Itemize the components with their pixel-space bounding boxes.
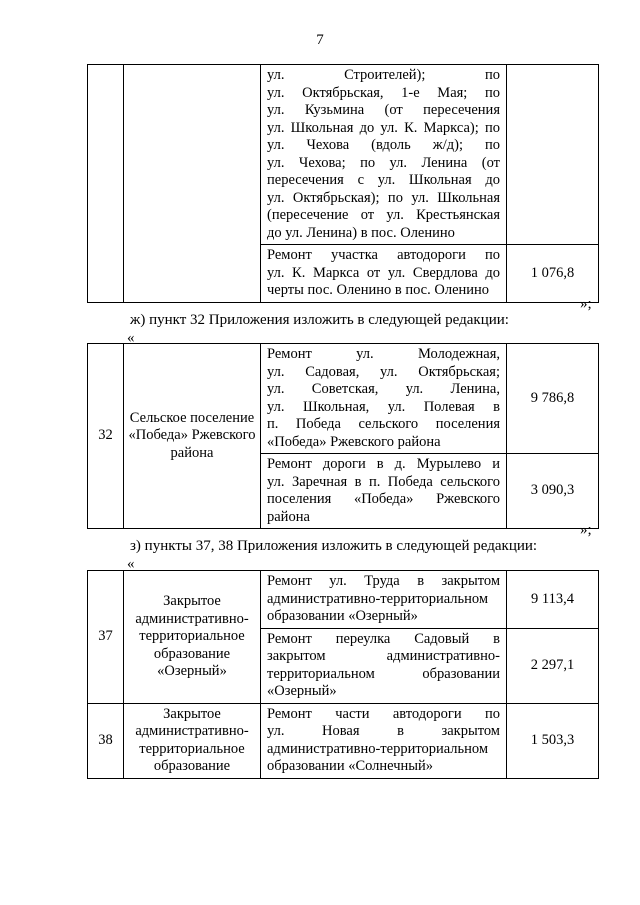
description-line: Ремонт дороги в д. Мурылево и	[267, 456, 500, 472]
description-cell	[261, 65, 507, 245]
opening-quote: «	[127, 556, 135, 572]
description-cell	[261, 454, 507, 529]
description-line: закрытом административно-	[267, 648, 500, 664]
description-line: ул. Советская, ул. Ленина,	[267, 381, 500, 397]
page-number: 7	[316, 32, 324, 48]
description-cell	[261, 703, 507, 778]
table-items-37-38	[87, 570, 599, 779]
description-cell	[261, 571, 507, 629]
description-line: района	[267, 508, 310, 525]
description-line: ул. Новая в закрытом	[267, 723, 500, 739]
description-line: ул. Садовая, ул. Октябрьская;	[267, 363, 500, 380]
paragraph-zh: ж) пункт 32 Приложения изложить в следующей редакции:	[130, 312, 509, 328]
table-row	[88, 344, 599, 454]
description-line: Ремонт переулка Садовый в	[267, 630, 500, 647]
description-line: (пересечение от ул. Крестьянская	[267, 207, 500, 223]
table-row	[88, 65, 599, 245]
description-cell	[261, 628, 507, 703]
row-number-cell: 37	[88, 571, 124, 704]
opening-quote: «	[127, 330, 135, 346]
closing-quote: »;	[580, 522, 592, 538]
description-line: «Победа» Ржевского района	[267, 433, 441, 450]
closing-quote: »;	[580, 296, 592, 312]
table-row	[88, 703, 599, 778]
description-line: Ремонт ул. Молодежная,	[267, 346, 500, 362]
row-number-cell: 32	[88, 344, 124, 529]
description-line: ул. Школьная до ул. К. Маркса); по	[267, 119, 500, 136]
sum-cell: 2 297,1	[507, 628, 599, 703]
description-line: черты пос. Оленино в пос. Оленино	[267, 282, 490, 298]
description-cell	[261, 344, 507, 454]
description-line: ул. Чехова; по ул. Ленина (от	[267, 154, 500, 171]
description-line: ул. К. Маркса от ул. Свердлова до	[267, 264, 500, 281]
description-line: Ремонт участка автодороги по	[267, 247, 500, 263]
sum-cell: 3 090,3	[507, 454, 599, 529]
description-line: административно-территориальном	[267, 590, 489, 607]
description-line: п. Победа сельского поселения	[267, 416, 500, 432]
municipality-cell: Закрытое административно-территориальное образование «Озерный»	[124, 571, 261, 704]
description-line: Ремонт части автодороги по	[267, 705, 500, 722]
description-line: пересечения с ул. Школьная до	[267, 172, 500, 188]
description-line: до ул. Ленина) в пос. Оленино	[267, 224, 455, 241]
paragraph-z: з) пункты 37, 38 Приложения изложить в следующей редакции:	[130, 538, 538, 554]
municipality-cell: Закрытое административно-территориальное образование	[124, 703, 261, 778]
description-line: ул. Школьная, ул. Полевая в	[267, 398, 500, 415]
description-line: «Озерный»	[267, 683, 337, 699]
row-number-cell	[88, 65, 124, 303]
description-line: образовании «Озерный»	[267, 608, 418, 624]
description-cell	[261, 245, 507, 303]
description-line: ул. Кузьмина (от пересечения	[267, 102, 500, 118]
sum-cell: 1 503,3	[507, 703, 599, 778]
municipality-cell: Сельское поселение «Победа» Ржевского района	[124, 344, 261, 529]
description-line: административно-территориальном	[267, 740, 489, 757]
description-line: ул. Заречная в п. Победа сельского	[267, 473, 500, 490]
row-number-cell: 38	[88, 703, 124, 778]
table-item-32	[87, 343, 599, 529]
description-line: ул. Октябрьская); по ул. Школьная	[267, 189, 500, 206]
description-line: поселения «Победа» Ржевского	[267, 491, 500, 507]
description-line: ул. Чехова (вдоль ж/д); по	[267, 137, 500, 153]
description-line: Ремонт ул. Труда в закрытом	[267, 573, 500, 589]
table-row	[88, 571, 599, 629]
table-continuation	[87, 64, 599, 303]
description-line: территориальном образовании	[267, 665, 500, 682]
sum-cell: 9 113,4	[507, 571, 599, 629]
sum-cell: 9 786,8	[507, 344, 599, 454]
municipality-cell	[124, 65, 261, 303]
sum-cell	[507, 65, 599, 245]
description-line: образовании «Солнечный»	[267, 758, 434, 774]
description-line: ул. Октябрьская, 1-е Мая; по	[267, 84, 500, 101]
sum-cell: 1 076,8	[507, 245, 599, 303]
description-line: ул. Строителей); по	[267, 67, 500, 83]
